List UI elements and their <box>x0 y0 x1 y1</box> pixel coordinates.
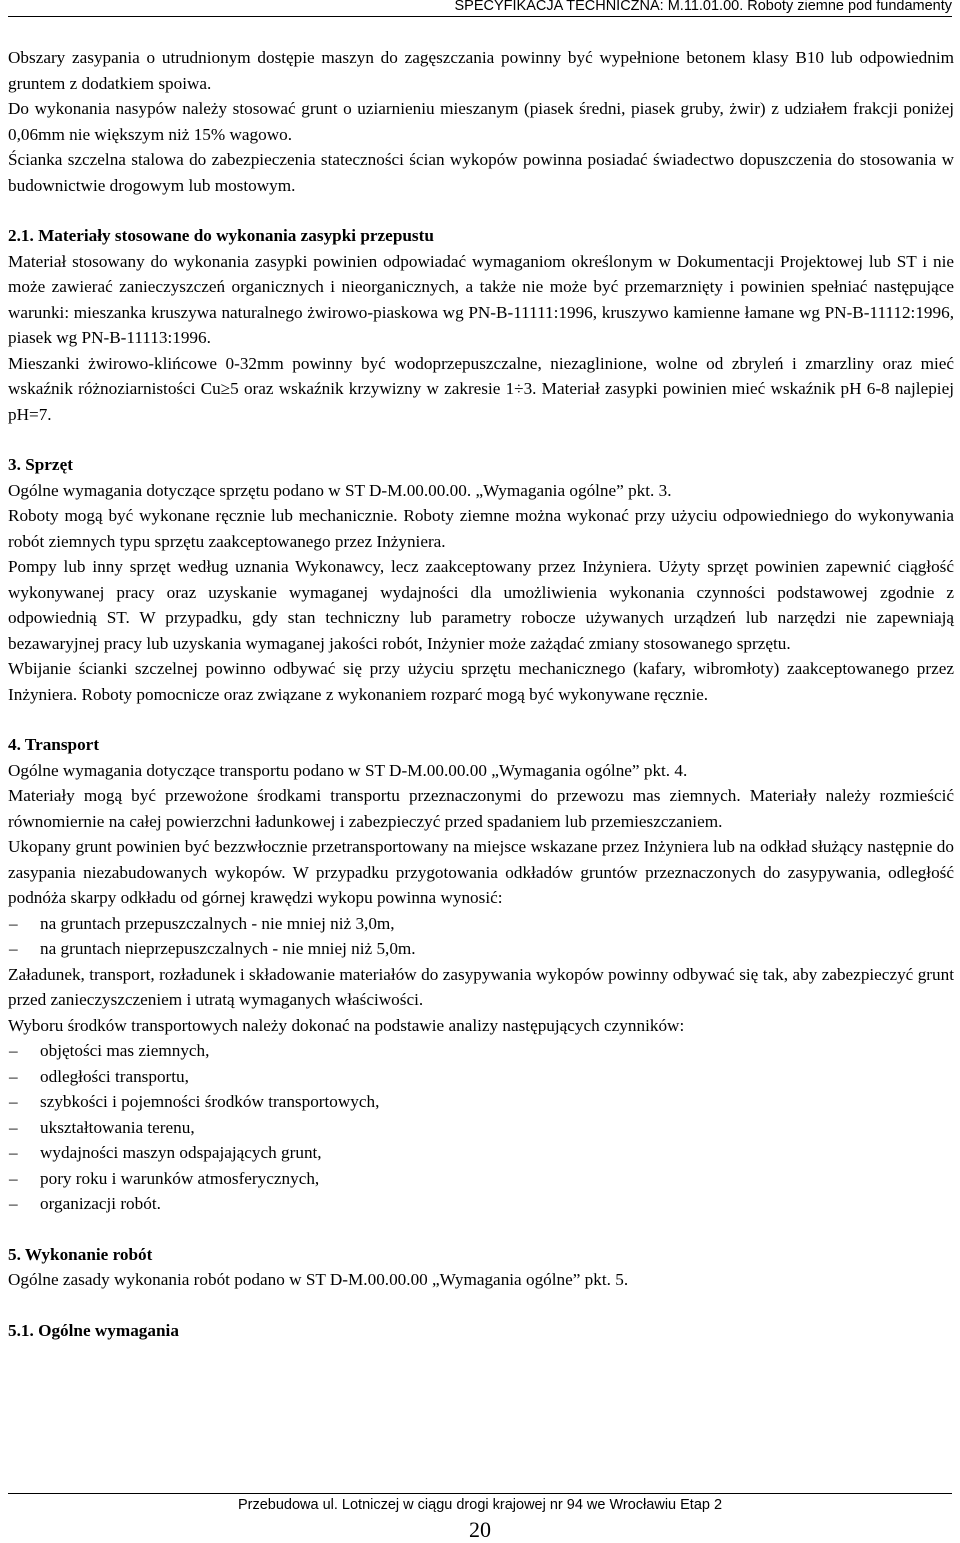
paragraph: Mieszanki żwirowo-klińcowe 0-32mm powinny być wodoprzepuszczalne, niezaglinione, wolne od zbryleń i zmarzliny oraz mieć wskaźnik różnoziarnistości Cu≥5 oraz wskaźnik krzywizny w zakresie 1÷3. Materiał zasypki powinien mieć wskaźnik pH 6-8 najlepiej pH=7. <box>8 353 954 424</box>
paragraph: Ogólne wymagania dotyczące transportu podano w ST D-M.00.00.00 „Wymagania ogólne” pkt. 4. <box>8 760 688 780</box>
dash-bullet: – <box>9 1117 18 1137</box>
page-header <box>0 0 960 18</box>
section-heading-2-1: 2.1. Materiały stosowane do wykonania zasypki przepustu <box>8 226 434 245</box>
list-item: – pory roku i warunków atmosferycznych, <box>8 1166 954 1192</box>
document-body <box>8 45 954 1343</box>
paragraph: Materiał stosowany do wykonania zasypki powinien odpowiadać wymaganiom określonym w Dokumentacji Projektowej lub ST i nie może zawierać zanieczyszczeń organicznych i nieorganicznych, a także nie może być przemarznięty i powinien spełniać następujące warunki: mieszanka kruszywa naturalnego żwirowo-piaskowa wg PN-B-11111:1996, kruszywo kamienne łamane wg PN-B-11112:1996, piasek wg PN-B-11113:1996. <box>8 251 954 347</box>
paragraph: Do wykonania nasypów należy stosować grunt o uziarnieniu mieszanym (piasek średni, piasek gruby, żwir) z udziałem frakcji poniżej 0,06mm nie większym niż 15% wagowo. <box>8 99 954 144</box>
paragraph: Ogólne wymagania dotyczące sprzętu podano w ST D-M.00.00.00. „Wymagania ogólne” pkt. 3. <box>8 480 672 500</box>
paragraph: Roboty mogą być wykonane ręcznie lub mechanicznie. Roboty ziemne można wykonać przy użyciu odpowiedniego do wykonywania robót ziemnych typu sprzętu zaakceptowanego przez Inżyniera. <box>8 506 954 551</box>
distance-list <box>8 911 954 962</box>
list-item: – odległości transportu, <box>8 1064 954 1090</box>
paragraph: Pompy lub inny sprzęt według uznania Wykonawcy, lecz zaakceptowany przez Inżyniera. Użyty sprzęt powinien zapewnić ciągłość wykonywanej pracy oraz uzyskanie wymaganej wydajności dla umożliwienia wykonania czynności podstawowej zgodnie z odpowiednią ST. W przypadku, gdy stan techniczny lub parametry robocze używanych urządzeń lub narzędzi nie zapewniają bezawaryjnej pracy lub uzyskania wymaganej jakości robót, Inżynier może zażądać zmiany stosowanego sprzętu. <box>8 557 954 653</box>
footer-project-title: Przebudowa ul. Lotniczej w ciągu drogi krajowej nr 94 we Wrocławiu Etap 2 <box>237 1497 723 1513</box>
list-item: – na gruntach przepuszczalnych - nie mniej niż 3,0m, <box>8 911 954 937</box>
list-item: – na gruntach nieprzepuszczalnych - nie mniej niż 5,0m. <box>8 936 954 962</box>
dash-bullet: – <box>9 1168 18 1188</box>
header-rule <box>8 16 952 17</box>
paragraph: Załadunek, transport, rozładunek i składowanie materiałów do zasypywania wykopów powinny odbywać się tak, aby zabezpieczyć grunt przed zanieczyszczeniem i utratą wymaganych właściwości. <box>8 964 954 1009</box>
dash-bullet: – <box>9 1041 18 1060</box>
list-item: – ukształtowania terenu, <box>8 1115 954 1141</box>
dash-bullet: – <box>9 1194 18 1213</box>
list-item: – objętości mas ziemnych, <box>8 1038 954 1064</box>
paragraph: Materiały mogą być przewożone środkami transportu przeznaczonymi do przewozu mas ziemnych. Materiały należy rozmieścić równomiernie na całej powierzchni ładunkowej i zabezpieczyć przed spadaniem lub przemieszczaniem. <box>8 786 954 831</box>
paragraph: Ukopany grunt powinien być bezzwłocznie przetransportowany na miejsce wskazane przez Inżyniera lub na odkład służący następnie do zasypania niezabudowanych wykopów. W przypadku przygotowania odkładów gruntów przeznaczonych do zasypywania, odległość podnóża skarpy odkładu od górnej krawędzi wykopu powinna wynosić: <box>8 837 954 907</box>
dash-bullet: – <box>9 939 18 958</box>
dash-bullet: – <box>9 1143 18 1162</box>
section-heading-4: 4. Transport <box>8 735 100 754</box>
list-item: – organizacji robót. <box>8 1191 954 1217</box>
header-title: SPECYFIKACJA TECHNICZNA: M.11.01.00. Roboty ziemne pod fundamenty <box>454 0 952 14</box>
section-heading-5: 5. Wykonanie robót <box>8 1244 153 1264</box>
dash-bullet: – <box>9 1092 18 1111</box>
paragraph: Ścianka szczelna stalowa do zabezpieczenia stateczności ścian wykopów powinna posiadać świadectwo dopuszczenia do stosowania w budownictwie drogowym lub mostowym. <box>8 150 954 195</box>
list-item: – szybkości i pojemności środków transportowych, <box>8 1089 954 1115</box>
paragraph: Wbijanie ścianki szczelnej powinno odbywać się przy użyciu sprzętu mechanicznego (kafary, wibromłoty) zaakceptowanego przez Inżyniera. Roboty pomocnicze oraz związane z wykonaniem rozparć mogą być wykonywane ręcznie. <box>8 659 954 704</box>
paragraph: Ogólne zasady wykonania robót podano w ST D-M.00.00.00 „Wymagania ogólne” pkt. 5. <box>8 1270 629 1289</box>
paragraph: Obszary zasypania o utrudnionym dostępie maszyn do zagęszczania powinny być wypełnione betonem klasy B10 lub odpowiednim gruntem z dodatkiem spoiwa. <box>8 48 954 93</box>
dash-bullet: – <box>9 1066 18 1086</box>
paragraph: Wyboru środków transportowych należy dokonać na podstawie analizy następujących czynników: <box>8 1015 685 1035</box>
section-heading-3: 3. Sprzęt <box>8 455 73 474</box>
factors-list <box>8 1038 954 1217</box>
footer-rule <box>8 1493 952 1494</box>
page-number: 20 <box>469 1517 491 1542</box>
dash-bullet: – <box>9 913 18 933</box>
list-item: – wydajności maszyn odspajających grunt, <box>8 1140 954 1166</box>
section-heading-5-1: 5.1. Ogólne wymagania <box>8 1320 179 1340</box>
